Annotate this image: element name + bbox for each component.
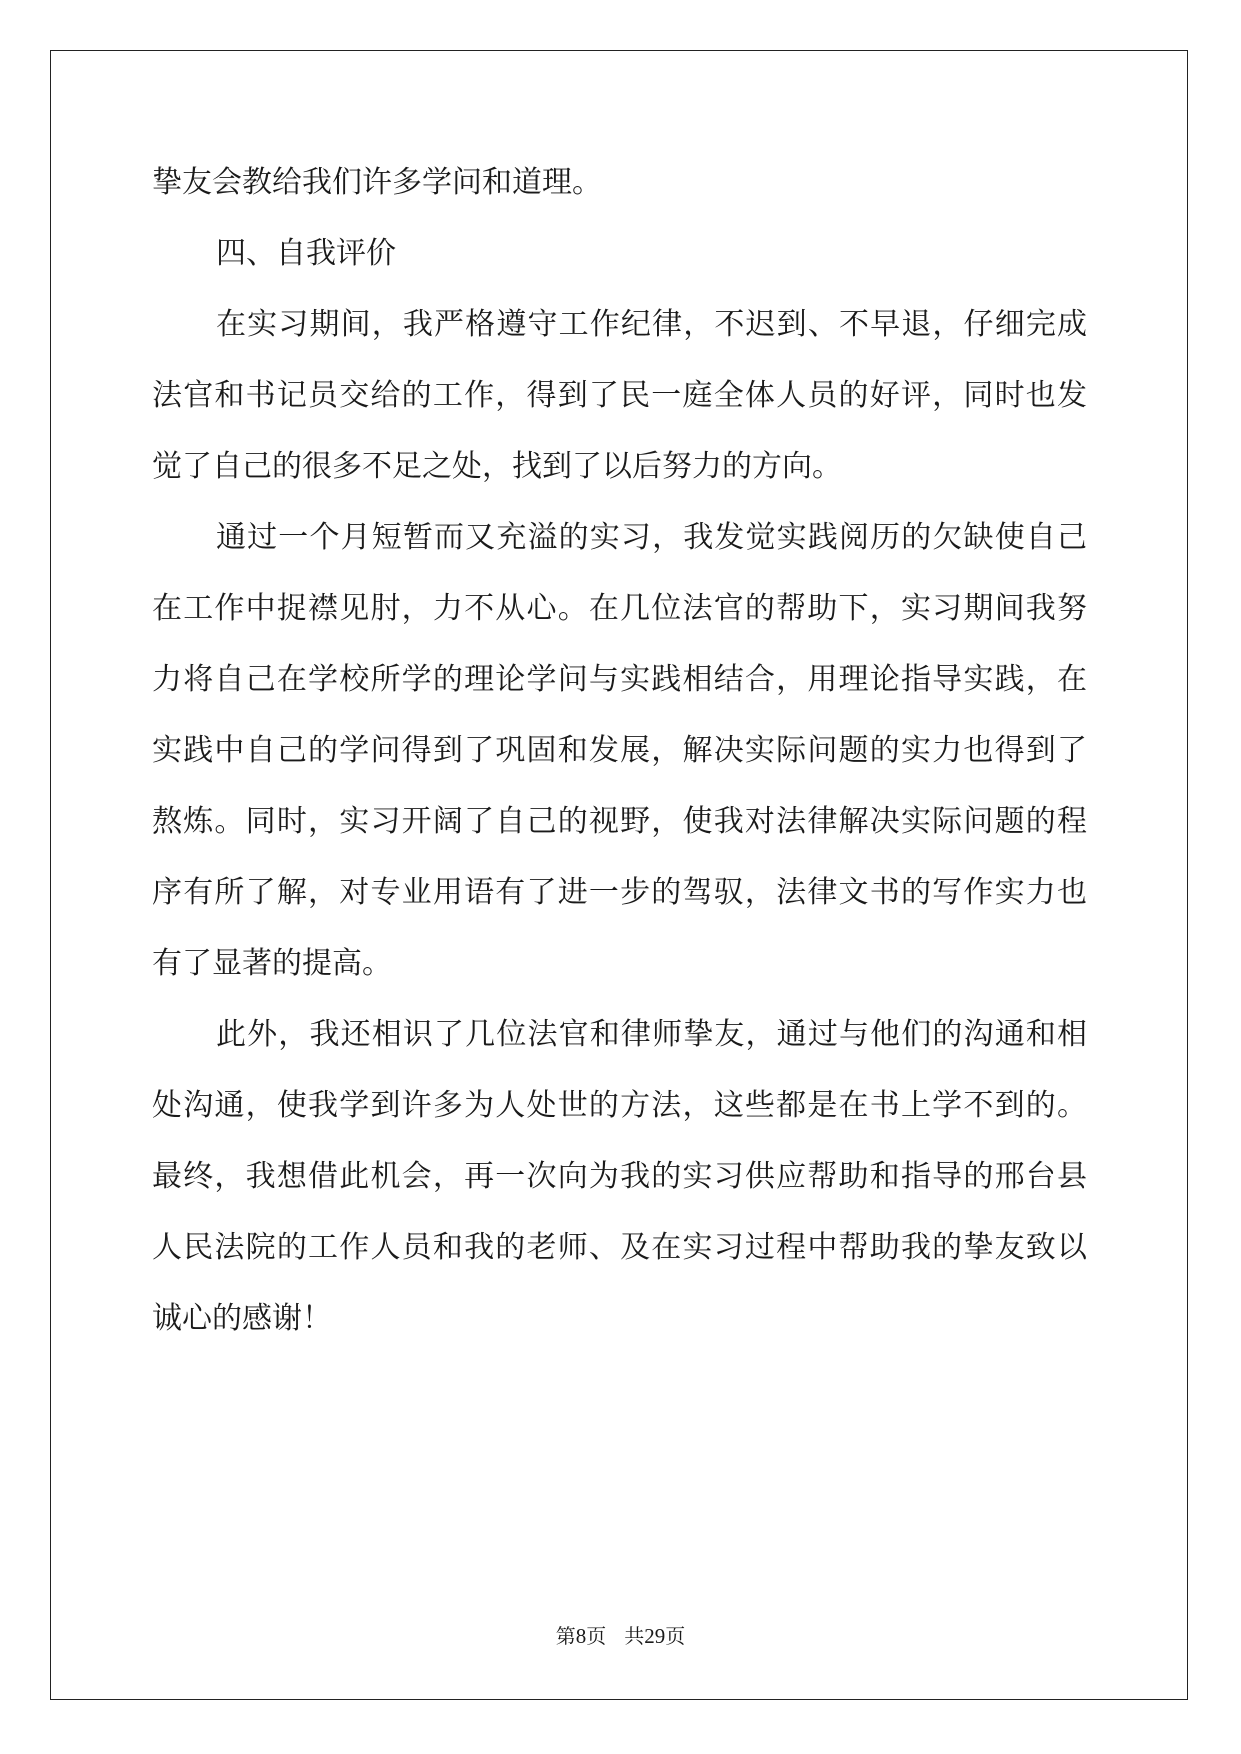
text-line: 最终，我想借此机会，再一次向为我的实习供应帮助和指导的邢台县 bbox=[152, 1159, 1087, 1194]
page-footer bbox=[0, 1620, 1241, 1649]
text-line: 法官和书记员交给的工作，得到了民一庭全体人员的好评，同时也发 bbox=[152, 378, 1087, 413]
total-prefix: 共 bbox=[624, 1624, 645, 1648]
text-line: 力将自己在学校所学的理论学问与实践相结合，用理论指导实践，在 bbox=[152, 662, 1087, 697]
text-line: 处沟通，使我学到许多为人处世的方法，这些都是在书上学不到的。 bbox=[152, 1088, 1087, 1123]
text-line: 熬炼。同时，实习开阔了自己的视野，使我对法律解决实际问题的程 bbox=[152, 804, 1087, 839]
text-line: 人民法院的工作人员和我的老师、及在实习过程中帮助我的挚友致以 bbox=[152, 1230, 1087, 1265]
text-line: 在工作中捉襟见肘，力不从心。在几位法官的帮助下，实习期间我努 bbox=[152, 591, 1087, 626]
page-suffix: 页 bbox=[586, 1624, 607, 1648]
text-line: 有了显著的提高。 bbox=[152, 946, 392, 981]
section-heading: 四、自我评价 bbox=[216, 236, 396, 271]
text-line: 觉了自己的很多不足之处，找到了以后努力的方向。 bbox=[152, 449, 842, 484]
text-line: 诚心的感谢！ bbox=[152, 1301, 332, 1336]
text-line: 序有所了解，对专业用语有了进一步的驾驭，法律文书的写作实力也 bbox=[152, 875, 1087, 910]
total-pages: 29 bbox=[644, 1624, 666, 1648]
total-suffix: 页 bbox=[665, 1624, 686, 1648]
page-number: 8 bbox=[575, 1624, 587, 1648]
text-line: 实践中自己的学问得到了巩固和发展，解决实际问题的实力也得到了 bbox=[152, 733, 1087, 768]
text-line: 挚友会教给我们许多学问和道理。 bbox=[152, 165, 602, 200]
page-prefix: 第 bbox=[555, 1624, 576, 1648]
text-line: 此外，我还相识了几位法官和律师挚友，通过与他们的沟通和相 bbox=[216, 1017, 1087, 1052]
text-line: 在实习期间，我严格遵守工作纪律，不迟到、不早退，仔细完成 bbox=[216, 307, 1087, 342]
text-line: 通过一个月短暂而又充溢的实习，我发觉实践阅历的欠缺使自己 bbox=[216, 520, 1087, 555]
